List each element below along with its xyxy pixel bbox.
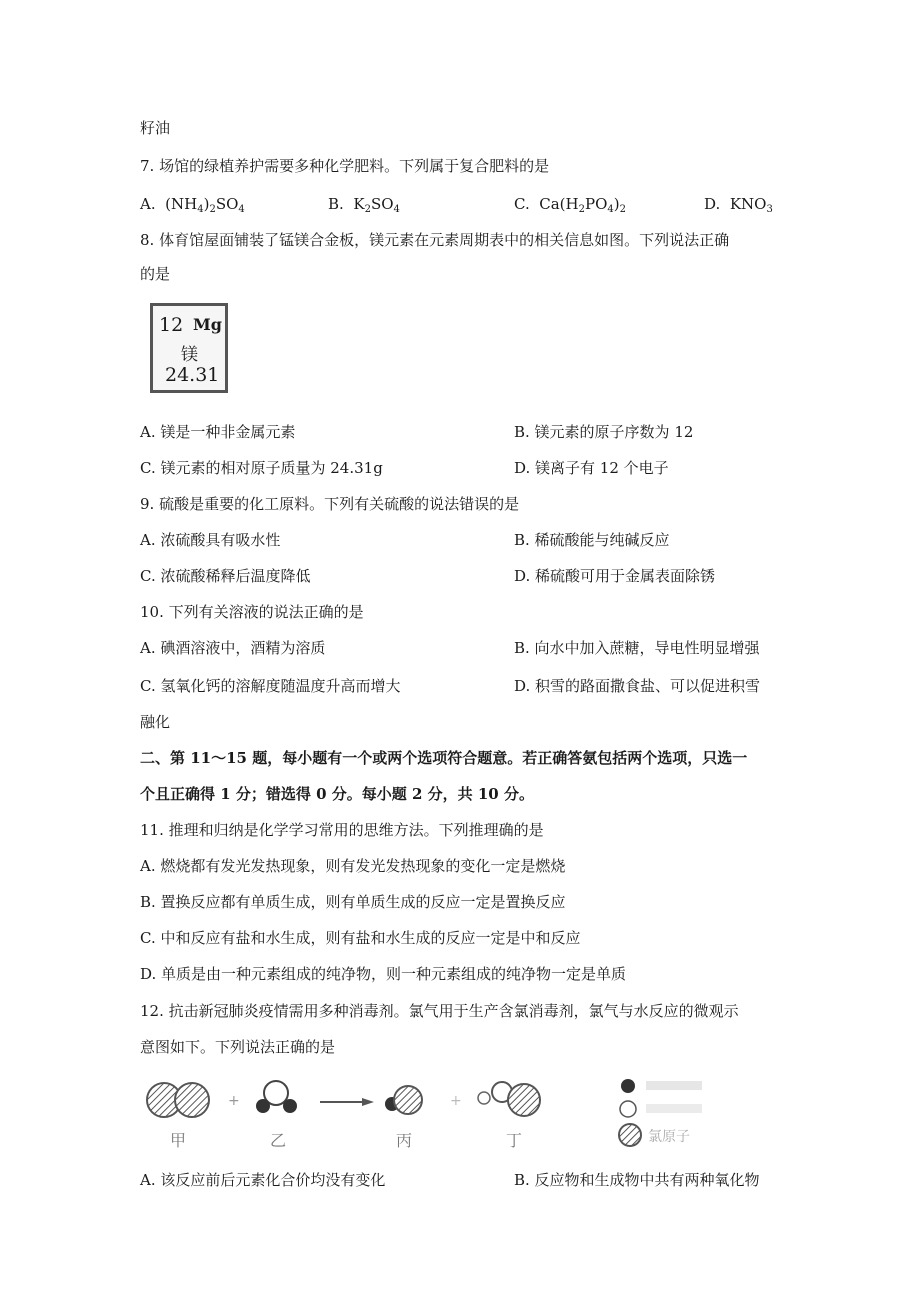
legend-hydrogen-label [646, 1081, 702, 1090]
section2-instructions-line1: 二、第 11～15 题，每小题有一个或两个选项符合题意。若正确答氨包括两个选项，只选一 [140, 749, 748, 767]
chlorine-atom [175, 1083, 209, 1117]
q12-option-a: A. 该反应前后元素化合价均没有变化 [140, 1171, 386, 1189]
q8-stem-line2: 的是 [140, 265, 171, 283]
label-bing: 丙 [396, 1131, 413, 1150]
atomic-mass: 24.31 [165, 364, 220, 386]
q7-option-d: D. $KNO_3$ [704, 195, 773, 215]
q11-stem: 11. 推理和归纳是化学学习常用的思维方法。下列推理确的是 [140, 821, 544, 839]
q10-option-c: C. 氢氧化钙的溶解度随温度升高而增大 [140, 677, 401, 695]
hydrogen-atom [478, 1092, 490, 1104]
legend-oxygen-icon [620, 1101, 636, 1117]
q7-option-a: A. $(NH_4)_2SO_4$ [140, 195, 245, 215]
q10-option-d-continued: 融化 [140, 713, 171, 731]
q9-option-b: B. 稀硫酸能与纯碱反应 [514, 531, 670, 549]
q11-option-c: C. 中和反应有盐和水生成，则有盐和水生成的反应一定是中和反应 [140, 929, 581, 947]
q10-option-d: D. 积雪的路面撒食盐、可以促进积雪 [514, 677, 761, 695]
plus-sign: + [450, 1093, 462, 1109]
legend-chlorine-label: 氯原子 [648, 1129, 690, 1145]
chlorine-atom [508, 1084, 540, 1116]
continued-text: 籽油 [140, 119, 171, 137]
q11-option-d: D. 单质是由一种元素组成的纯净物，则一种元素组成的纯净物一定是单质 [140, 965, 627, 983]
atomic-number: 12 [159, 314, 184, 336]
legend-chlorine-icon [619, 1124, 641, 1146]
q9-stem: 9. 硫酸是重要的化工原料。下列有关硫酸的说法错误的是 [140, 495, 520, 513]
q10-option-b: B. 向水中加入蔗糖，导电性明显增强 [514, 639, 760, 657]
legend-oxygen-label [646, 1104, 702, 1113]
q10-stem: 10. 下列有关溶液的说法正确的是 [140, 603, 364, 621]
q11-option-a: A. 燃烧都有发光发热现象，则有发光发热现象的变化一定是燃烧 [140, 857, 566, 875]
q9-option-d: D. 稀硫酸可用于金属表面除锈 [514, 567, 716, 585]
label-ding: 丁 [506, 1131, 523, 1150]
q7-stem: 7. 场馆的绿植养护需要多种化学肥料。下列属于复合肥料的是 [140, 157, 550, 175]
reaction-arrow-head [362, 1098, 374, 1106]
q8-option-c: C. 镁元素的相对原子质量为 24.31g [140, 459, 383, 477]
q10-option-a: A. 碘酒溶液中，酒精为溶质 [140, 639, 326, 657]
legend-hydrogen-icon [621, 1079, 635, 1093]
section2-instructions-line2: 个且正确得 1 分；错选得 0 分。每小题 2 分，共 10 分。 [140, 785, 534, 803]
chlorine-atom [394, 1086, 422, 1114]
q8-option-a: A. 镁是一种非金属元素 [140, 423, 296, 441]
label-yi: 乙 [270, 1131, 287, 1150]
q8-option-d: D. 镁离子有 12 个电子 [514, 459, 669, 477]
q11-option-b: B. 置换反应都有单质生成，则有单质生成的反应一定是置换反应 [140, 893, 566, 911]
element-symbol: Mg [193, 315, 222, 334]
q12-stem-line2: 意图如下。下列说法正确的是 [140, 1038, 336, 1056]
reaction-diagram [140, 1078, 740, 1158]
hydrogen-atom [256, 1099, 270, 1113]
element-card-magnesium [150, 303, 228, 393]
plus-sign: + [228, 1093, 240, 1109]
element-name: 镁 [181, 345, 198, 365]
q12-option-b: B. 反应物和生成物中共有两种氧化物 [514, 1171, 760, 1189]
hydrogen-atom [283, 1099, 297, 1113]
q7-option-b: B. $K_2SO_4$ [328, 195, 400, 215]
q9-option-c: C. 浓硫酸稀释后温度降低 [140, 567, 311, 585]
q7-option-c: C. $Ca(H_2PO_4)_2$ [514, 195, 626, 215]
q12-stem-line1: 12. 抗击新冠肺炎疫情需用多种消毒剂。氯气用于生产含氯消毒剂，氯气与水反应的微观示 [140, 1002, 739, 1020]
q9-option-a: A. 浓硫酸具有吸水性 [140, 531, 281, 549]
label-jia: 甲 [170, 1131, 187, 1150]
q8-stem-line1: 8. 体育馆屋面铺装了锰镁合金板，镁元素在元素周期表中的相关信息如图。下列说法正确 [140, 231, 730, 249]
q8-option-b: B. 镁元素的原子序数为 12 [514, 423, 694, 441]
